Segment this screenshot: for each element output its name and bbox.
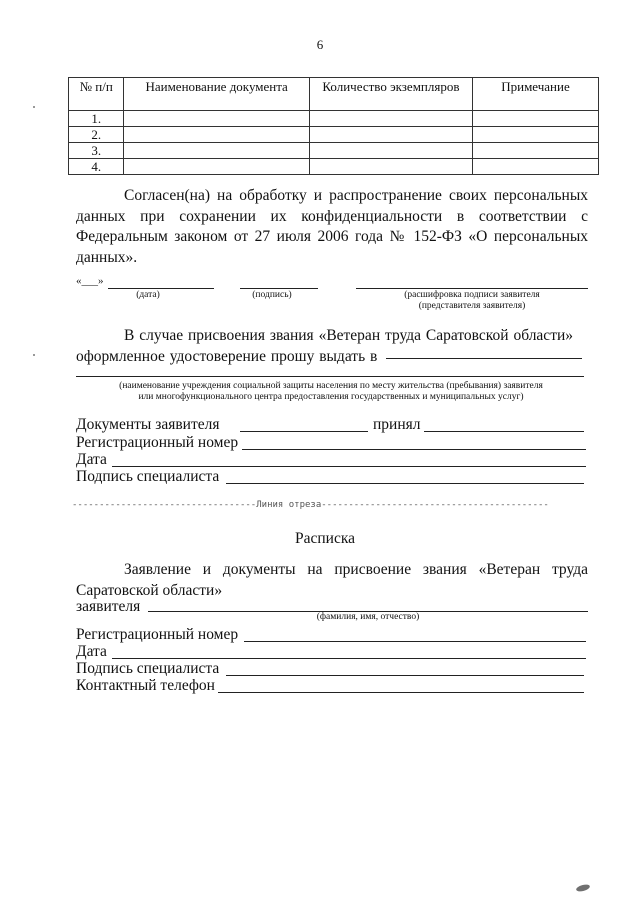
date-caption: (дата)	[136, 290, 160, 300]
cut-line-dashes-left: ----------------------------------	[72, 500, 257, 510]
reg-number-field[interactable]	[242, 449, 586, 450]
issue-place-caption-line1: (наименование учреждения социальной защиты населения по месту жительства (пребывания) заявителя	[119, 381, 543, 391]
row-document-name[interactable]	[124, 143, 310, 159]
row-document-name[interactable]	[124, 111, 310, 127]
table-row	[69, 111, 599, 127]
specialist-signature-field[interactable]	[226, 483, 584, 484]
row-document-name[interactable]	[124, 127, 310, 143]
row-number: 3.	[69, 143, 124, 159]
date-day-prefix: «___»	[76, 275, 104, 287]
decode-caption-line1: (расшифровка подписи заявителя	[404, 290, 540, 300]
cut-line	[72, 500, 600, 510]
accepted-label: принял	[373, 416, 421, 433]
table-row	[69, 159, 599, 175]
table-row	[69, 143, 599, 159]
receipt-reg-number-label: Регистрационный номер	[76, 626, 239, 643]
signature-line[interactable]	[240, 288, 318, 289]
scan-speck	[33, 106, 35, 108]
row-copies[interactable]	[309, 127, 472, 143]
row-note[interactable]	[472, 159, 598, 175]
row-note[interactable]	[472, 127, 598, 143]
applicant-name-caption: (фамилия, имя, отчество)	[316, 612, 420, 622]
phone-label: Контактный телефон	[76, 677, 215, 694]
receipt-specialist-signature-field[interactable]	[226, 675, 584, 676]
scan-speck	[33, 354, 35, 356]
header-note: Примечание	[472, 78, 598, 111]
receipt-title: Расписка	[294, 530, 356, 547]
issue-place-caption-line2: или многофункционального центра предоставления государственных и муниципальных услуг)	[138, 392, 524, 402]
accepted-by-field[interactable]	[424, 431, 584, 432]
row-note[interactable]	[472, 143, 598, 159]
consent-paragraph: Согласен(на) на обработку и распространение своих персональных данных при сохранении их конфиденциальности в соответствии с Федеральным законом от 27 июля 2006 года № 152-ФЗ «О персональных данных».	[76, 187, 588, 266]
receipt-specialist-signature-label: Подпись специалиста	[76, 660, 220, 677]
row-copies[interactable]	[309, 159, 472, 175]
signature-caption: (подпись)	[252, 290, 292, 300]
table-row	[69, 127, 599, 143]
cut-line-label: Линия отреза	[256, 500, 322, 510]
receipt-paragraph: Заявление и документы на присвоение звания «Ветеран труда Саратовской области»	[76, 561, 588, 599]
receipt-date-field[interactable]	[112, 658, 586, 659]
receipt-date-label: Дата	[76, 643, 107, 660]
applicant-label: заявителя	[76, 598, 141, 615]
documents-label: Документы заявителя	[76, 416, 220, 433]
table-header-row	[69, 78, 599, 111]
row-copies[interactable]	[309, 111, 472, 127]
issue-request-paragraph: В случае присвоения звания «Ветеран труда Саратовской области» оформленное удостоверение прошу выдать в	[76, 327, 574, 365]
date-field[interactable]	[112, 466, 586, 467]
row-note[interactable]	[472, 111, 598, 127]
header-copies: Количество экземпляров	[309, 78, 472, 111]
decode-caption-line2: (представителя заявителя)	[418, 301, 526, 311]
receipt-reg-number-field[interactable]	[244, 641, 586, 642]
scan-blot	[575, 883, 590, 892]
documents-table	[68, 77, 599, 175]
reg-number-label: Регистрационный номер	[76, 434, 239, 451]
row-document-name[interactable]	[124, 159, 310, 175]
date-line[interactable]	[108, 288, 214, 289]
specialist-signature-label: Подпись специалиста	[76, 468, 220, 485]
date-label: Дата	[76, 451, 107, 468]
page-number: 6	[316, 37, 324, 52]
signature-decode-line[interactable]	[356, 288, 588, 289]
issue-place-line-2[interactable]	[76, 376, 584, 377]
row-number: 4.	[69, 159, 124, 175]
header-document-name: Наименование документа	[124, 78, 310, 111]
phone-field[interactable]	[218, 692, 584, 693]
row-number: 2.	[69, 127, 124, 143]
header-number: № п/п	[69, 78, 124, 111]
issue-place-line[interactable]	[386, 358, 582, 359]
row-copies[interactable]	[309, 143, 472, 159]
documents-field[interactable]	[240, 431, 368, 432]
row-number: 1.	[69, 111, 124, 127]
cut-line-dashes-right: ------------------------------------------	[321, 500, 549, 510]
